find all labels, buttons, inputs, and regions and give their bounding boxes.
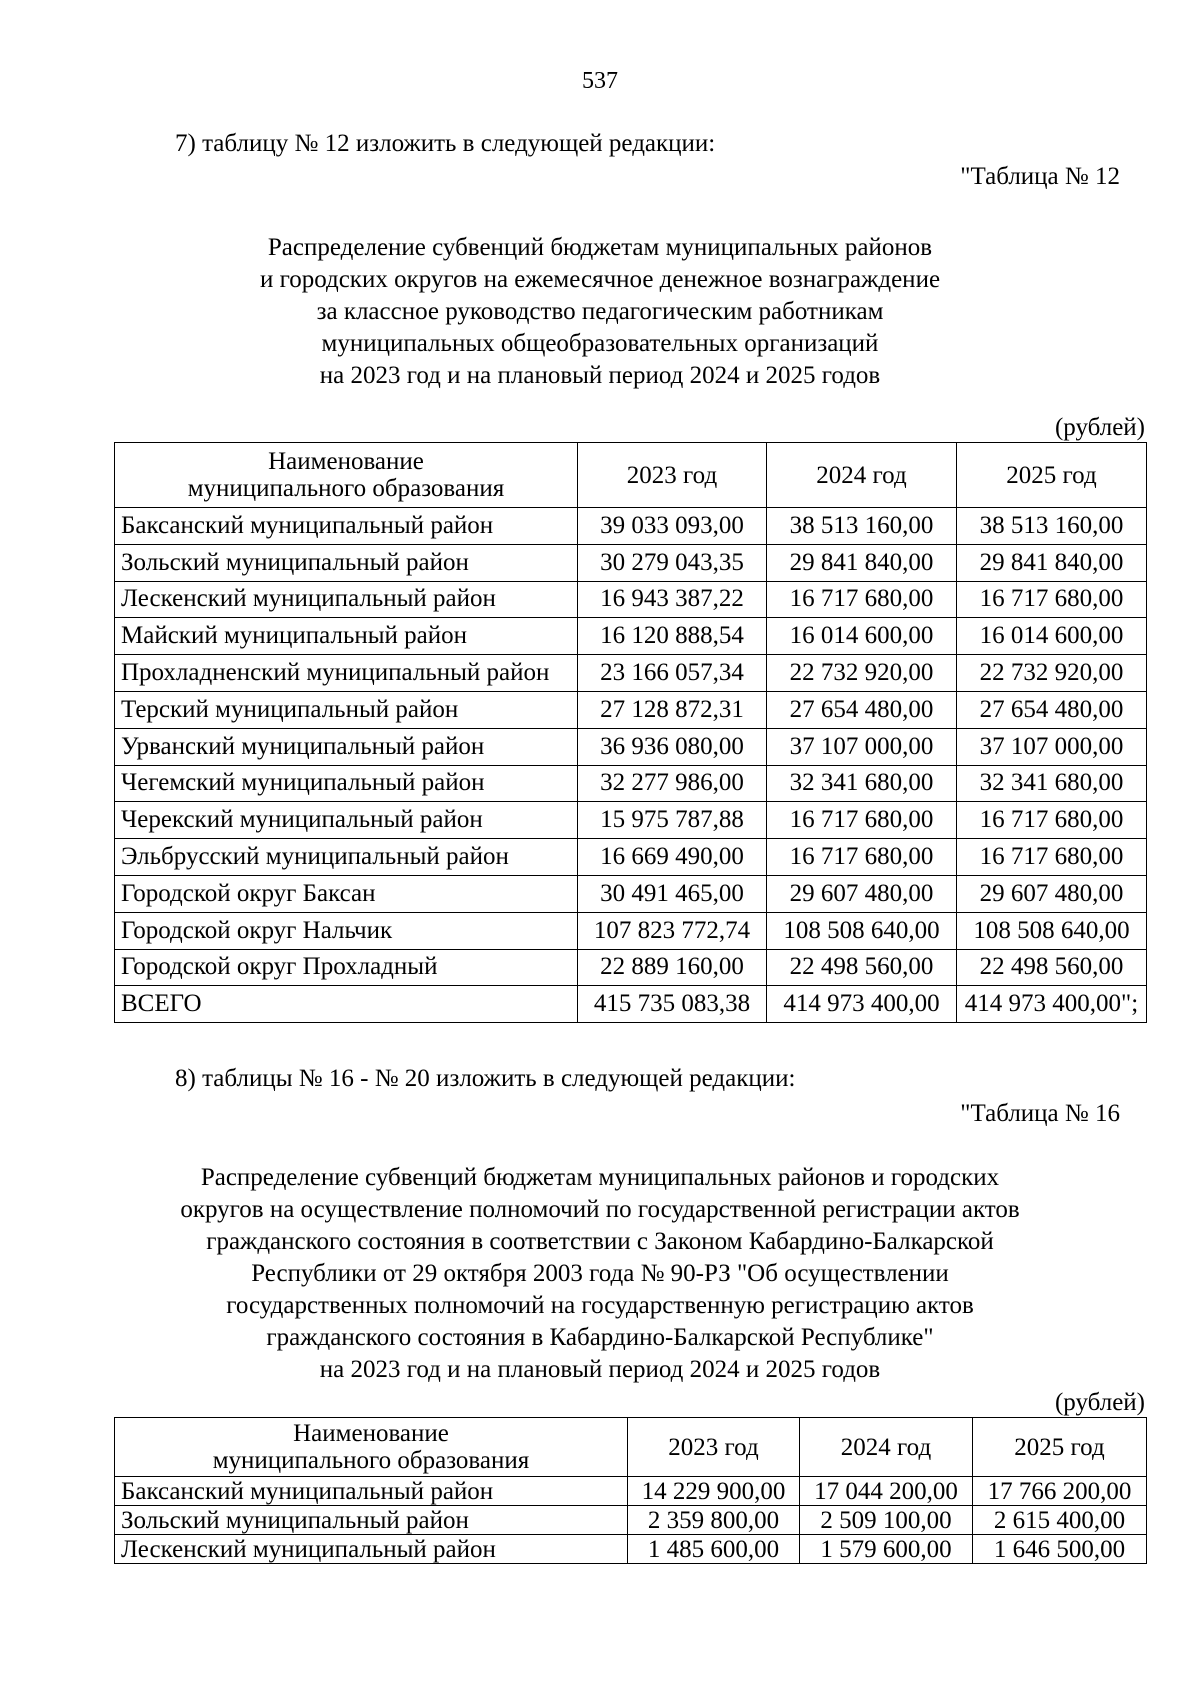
table-12-unit: (рублей) bbox=[1054, 414, 1145, 441]
amount-cell: 38 513 160,00 bbox=[767, 508, 957, 545]
title-line: гражданского состояния в Кабардино-Балкарской Республике" bbox=[266, 1324, 934, 1351]
municipality-name: Городской округ Баксан bbox=[115, 875, 578, 912]
table-16 bbox=[114, 1417, 1147, 1564]
header-2023: 2023 год bbox=[578, 443, 767, 508]
table-row bbox=[115, 691, 1147, 728]
municipality-name: Чегемский муниципальный район bbox=[115, 765, 578, 802]
amount-cell: 32 341 680,00 bbox=[767, 765, 957, 802]
amount-cell: 107 823 772,74 bbox=[578, 912, 767, 949]
amount-cell: 32 341 680,00 bbox=[957, 765, 1147, 802]
table-12-label: "Таблица № 12 bbox=[960, 163, 1120, 190]
table-row bbox=[115, 728, 1147, 765]
amount-cell: 15 975 787,88 bbox=[578, 802, 767, 839]
amount-cell: 22 732 920,00 bbox=[957, 655, 1147, 692]
amount-cell: 16 669 490,00 bbox=[578, 839, 767, 876]
table-row bbox=[115, 581, 1147, 618]
title-line: Республики от 29 октября 2003 года № 90-РЗ "Об осуществлении bbox=[251, 1260, 949, 1287]
municipality-name: Лескенский муниципальный район bbox=[115, 581, 578, 618]
amount-cell: 108 508 640,00 bbox=[767, 912, 957, 949]
amount-cell: 30 279 043,35 bbox=[578, 544, 767, 581]
header-name-cell bbox=[115, 1418, 628, 1477]
municipality-name: Прохладненский муниципальный район bbox=[115, 655, 578, 692]
amount-cell: 415 735 083,38 bbox=[578, 986, 767, 1023]
header-2025: 2025 год bbox=[973, 1418, 1147, 1477]
municipality-name: Эльбрусский муниципальный район bbox=[115, 839, 578, 876]
table-16-title bbox=[100, 1162, 1100, 1386]
municipality-name: Баксанский муниципальный район bbox=[115, 508, 578, 545]
amount-cell: 16 717 680,00 bbox=[767, 839, 957, 876]
header-name-line2: муниципального образования bbox=[187, 475, 505, 502]
amount-cell: 16 943 387,22 bbox=[578, 581, 767, 618]
amount-cell: 108 508 640,00 bbox=[957, 912, 1147, 949]
table-row bbox=[115, 765, 1147, 802]
section-8-instruction: 8) таблицы № 16 - № 20 изложить в следующей редакции: bbox=[175, 1065, 796, 1092]
table-row bbox=[115, 544, 1147, 581]
title-line: государственных полномочий на государственную регистрацию актов bbox=[226, 1292, 974, 1319]
amount-cell: 27 654 480,00 bbox=[957, 691, 1147, 728]
amount-cell: 16 014 600,00 bbox=[957, 618, 1147, 655]
amount-cell: 16 717 680,00 bbox=[957, 839, 1147, 876]
table-row bbox=[115, 986, 1147, 1023]
section-7-instruction: 7) таблицу № 12 изложить в следующей редакции: bbox=[175, 130, 716, 157]
amount-cell: 2 615 400,00 bbox=[973, 1506, 1147, 1535]
title-line: Распределение субвенций бюджетам муниципальных районов и городских bbox=[200, 1164, 1000, 1191]
page-number: 537 bbox=[582, 68, 618, 94]
amount-cell: 38 513 160,00 bbox=[957, 508, 1147, 545]
amount-cell: 29 841 840,00 bbox=[767, 544, 957, 581]
amount-cell: 29 607 480,00 bbox=[957, 875, 1147, 912]
header-2025: 2025 год bbox=[957, 443, 1147, 508]
table-row bbox=[115, 875, 1147, 912]
header-name-cell bbox=[115, 443, 578, 508]
amount-cell: 1 646 500,00 bbox=[973, 1535, 1147, 1564]
table-row bbox=[115, 618, 1147, 655]
header-name-line1: Наименование bbox=[293, 1420, 449, 1447]
municipality-name: Зольский муниципальный район bbox=[115, 544, 578, 581]
amount-cell: 1 485 600,00 bbox=[628, 1535, 800, 1564]
amount-cell: 1 579 600,00 bbox=[800, 1535, 973, 1564]
title-line: округов на осуществление полномочий по государственной регистрации актов bbox=[180, 1196, 1020, 1223]
amount-cell: 27 654 480,00 bbox=[767, 691, 957, 728]
table-row bbox=[115, 839, 1147, 876]
amount-cell: 414 973 400,00 bbox=[767, 986, 957, 1023]
header-name-line2: муниципального образования bbox=[212, 1447, 530, 1474]
amount-cell: 16 717 680,00 bbox=[957, 802, 1147, 839]
table-row bbox=[115, 508, 1147, 545]
amount-cell: 17 766 200,00 bbox=[973, 1477, 1147, 1506]
amount-cell: 22 498 560,00 bbox=[767, 949, 957, 986]
amount-cell: 22 889 160,00 bbox=[578, 949, 767, 986]
amount-cell: 37 107 000,00 bbox=[957, 728, 1147, 765]
title-line: на 2023 год и на плановый период 2024 и 2025 годов bbox=[319, 362, 881, 389]
table-16-unit: (рублей) bbox=[1054, 1389, 1145, 1416]
municipality-name: Городской округ Прохладный bbox=[115, 949, 578, 986]
table-row bbox=[115, 1535, 1147, 1564]
amount-cell: 36 936 080,00 bbox=[578, 728, 767, 765]
table-row bbox=[115, 912, 1147, 949]
amount-cell: 32 277 986,00 bbox=[578, 765, 767, 802]
table-row bbox=[115, 1506, 1147, 1535]
amount-cell: 414 973 400,00"; bbox=[957, 986, 1147, 1023]
amount-cell: 16 014 600,00 bbox=[767, 618, 957, 655]
title-line: муниципальных общеобразовательных организаций bbox=[321, 330, 879, 357]
title-line: на 2023 год и на плановый период 2024 и 2025 годов bbox=[319, 1356, 881, 1383]
municipality-name: Городской округ Нальчик bbox=[115, 912, 578, 949]
header-2023: 2023 год bbox=[628, 1418, 800, 1477]
table-12 bbox=[114, 442, 1147, 1023]
table-row bbox=[115, 802, 1147, 839]
municipality-name: Зольский муниципальный район bbox=[115, 1506, 628, 1535]
amount-cell: 16 717 680,00 bbox=[957, 581, 1147, 618]
amount-cell: 2 359 800,00 bbox=[628, 1506, 800, 1535]
amount-cell: 22 498 560,00 bbox=[957, 949, 1147, 986]
amount-cell: 37 107 000,00 bbox=[767, 728, 957, 765]
amount-cell: 23 166 057,34 bbox=[578, 655, 767, 692]
amount-cell: 39 033 093,00 bbox=[578, 508, 767, 545]
table-row bbox=[115, 949, 1147, 986]
header-name-line1: Наименование bbox=[268, 448, 424, 475]
amount-cell: 17 044 200,00 bbox=[800, 1477, 973, 1506]
municipality-name: Урванский муниципальный район bbox=[115, 728, 578, 765]
amount-cell: 16 120 888,54 bbox=[578, 618, 767, 655]
table-row bbox=[115, 655, 1147, 692]
municipality-name: Терский муниципальный район bbox=[115, 691, 578, 728]
amount-cell: 29 841 840,00 bbox=[957, 544, 1147, 581]
amount-cell: 2 509 100,00 bbox=[800, 1506, 973, 1535]
amount-cell: 29 607 480,00 bbox=[767, 875, 957, 912]
header-2024: 2024 год bbox=[767, 443, 957, 508]
title-line: Распределение субвенций бюджетам муниципальных районов bbox=[267, 234, 933, 261]
amount-cell: 27 128 872,31 bbox=[578, 691, 767, 728]
table-16-label: "Таблица № 16 bbox=[960, 1100, 1120, 1127]
title-line: за классное руководство педагогическим работникам bbox=[316, 298, 884, 325]
table-row bbox=[115, 1477, 1147, 1506]
municipality-name: ВСЕГО bbox=[115, 986, 578, 1023]
amount-cell: 14 229 900,00 bbox=[628, 1477, 800, 1506]
header-2024: 2024 год bbox=[800, 1418, 973, 1477]
municipality-name: Баксанский муниципальный район bbox=[115, 1477, 628, 1506]
municipality-name: Лескенский муниципальный район bbox=[115, 1535, 628, 1564]
amount-cell: 16 717 680,00 bbox=[767, 581, 957, 618]
municipality-name: Черекский муниципальный район bbox=[115, 802, 578, 839]
amount-cell: 16 717 680,00 bbox=[767, 802, 957, 839]
title-line: гражданского состояния в соответствии с Законом Кабардино-Балкарской bbox=[206, 1228, 994, 1255]
table-12-title bbox=[100, 232, 1100, 392]
municipality-name: Майский муниципальный район bbox=[115, 618, 578, 655]
amount-cell: 22 732 920,00 bbox=[767, 655, 957, 692]
title-line: и городских округов на ежемесячное денежное вознаграждение bbox=[259, 266, 941, 293]
amount-cell: 30 491 465,00 bbox=[578, 875, 767, 912]
